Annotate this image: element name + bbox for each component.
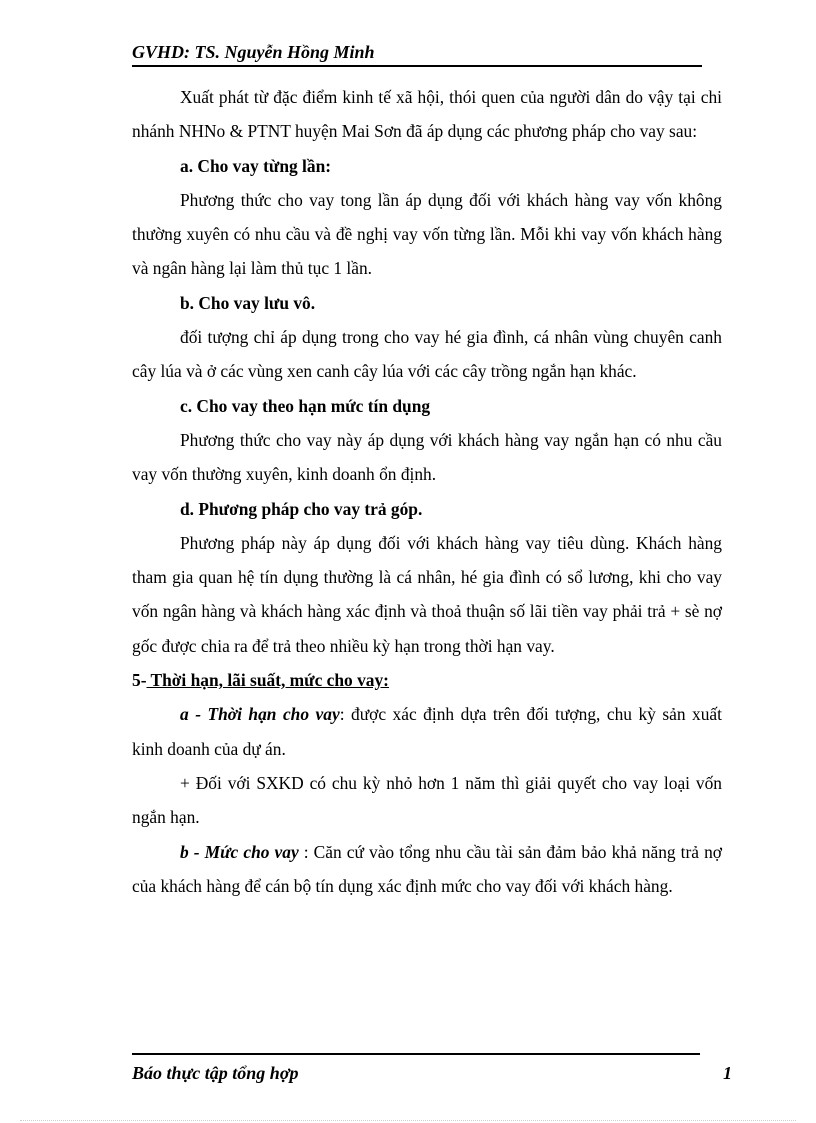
section-5-title: Thời hạn, lãi suất, mức cho vay: [146, 670, 389, 691]
section-c-body: Phương thức cho vay này áp dụng với khách hàng vay ngắn hạn có nhu cầu vay vốn thường xuyên, kinh doanh ổn định. [132, 429, 722, 485]
footer-row [132, 1063, 732, 1093]
limit-body: : Căn cứ vào tổng nhu cầu tài sản đảm bảo khả năng trả nợ của khách hàng để cán bộ tín dụng xác định mức cho vay đối với khách hàng. [132, 841, 722, 896]
limit-label: b - Mức cho vay [180, 841, 299, 862]
footer-title: Báo thực tập tổng hợp [132, 1063, 299, 1083]
header-title: GVHD: TS. Nguyễn Hồng Minh [132, 42, 375, 62]
section-b-body: đối tượng chỉ áp dụng trong cho vay hé gia đình, cá nhân vùng chuyên canh cây lúa và ở các vùng xen canh cây lúa với các cây trồng ngắn hạn khác. [132, 327, 722, 382]
header-rule [132, 65, 702, 67]
intro-paragraph: Xuất phát từ đặc điểm kinh tế xã hội, thói quen của người dân do vậy tại chi nhánh NHNo & PTNT huyện Mai Sơn đã áp dụng các phương pháp cho vay sau: [132, 87, 722, 142]
term-label: a - Thời hạn cho vay [180, 704, 340, 725]
term-note: + Đối với SXKD có chu kỳ nhỏ hơn 1 năm thì giải quyết cho vay loại vốn ngắn hạn. [132, 772, 722, 828]
section-5-number: 5- [132, 670, 147, 691]
page-body [132, 80, 722, 903]
limit-paragraph [132, 835, 722, 904]
section-c-heading: c. Cho vay theo hạn mức tín dụng [180, 395, 431, 416]
section-d-body: Phương pháp này áp dụng đối với khách hàng vay tiêu dùng. Khách hàng tham gia quan hệ tín dụng thường là cá nhân, hé gia đình có sổ lương, khi cho vay vốn ngân hàng và khách hàng xác định và thoả thuận số lãi tiền vay phải trả + sè nợ gốc được chia ra để trả theo nhiều kỳ hạn trong thời hạn vay. [132, 532, 722, 656]
section-d-heading: d. Phương pháp cho vay trả góp. [180, 498, 423, 519]
page-header [132, 40, 702, 67]
section-a-heading: a. Cho vay từng lần: [180, 155, 332, 176]
page-number: 1 [723, 1063, 732, 1083]
section-a-body: Phương thức cho vay tong lần áp dụng đối với khách hàng vay vốn không thường xuyên có nhu cầu và đề nghị vay vốn từng lần. Mỗi khi vay vốn khách hàng và ngân hàng lại làm thủ tục 1 lần. [132, 189, 722, 279]
section-5-heading [132, 663, 722, 697]
term-paragraph [132, 697, 722, 766]
term-body: : được xác định dựa trên đối tượng, chu kỳ sản xuất kinh doanh của dự án. [132, 704, 722, 759]
page-edge-divider [20, 1120, 796, 1121]
section-b-heading: b. Cho vay lưu vô. [180, 292, 316, 313]
footer-rule [132, 1053, 700, 1055]
page-footer [132, 1053, 732, 1093]
